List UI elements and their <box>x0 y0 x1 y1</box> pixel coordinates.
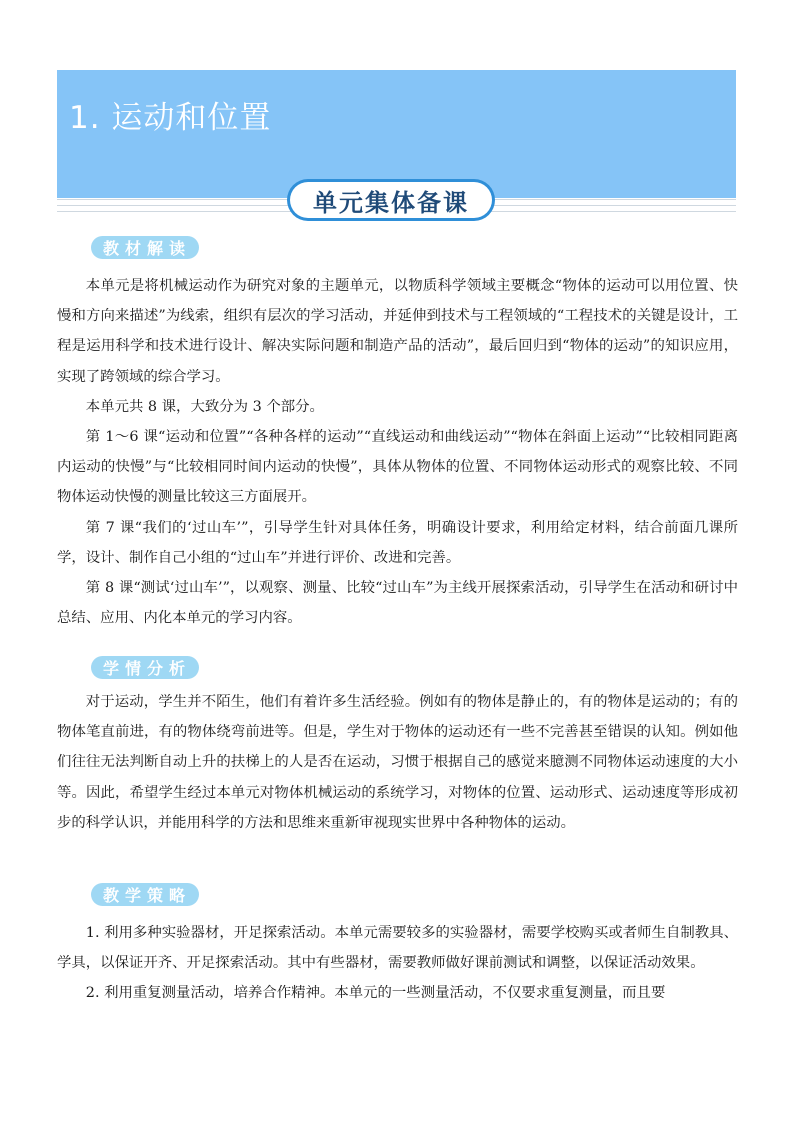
paragraph: 1. 利用多种实验器材，开足探索活动。本单元需要较多的实验器材，需要学校购买或者师生自制教具、学具，以保证开齐、开足探索活动。其中有些器材，需要教师做好课前测试和调整，以保证活动效果。 <box>57 925 738 972</box>
lesson-title: 1. 运动和位置 <box>69 100 272 136</box>
paragraph: 本单元是将机械运动作为研究对象的主题单元，以物质科学领域主要概念“物体的运动可以用位置、快慢和方向来描述”为线索，组织有层次的学习活动，并延伸到技术与工程领域的“工程技术的关键是设计，工程是运用科学和技术进行设计、解决实际问题和制造产品的活动”，最后回归到“物体的运动”的知识应用，实现了跨领域的综合学习。 <box>57 278 738 385</box>
paragraph: 第 8 课“测试‘过山车’”，以观察、测量、比较“过山车”为主线开展探索活动，引导学生在活动和研讨中总结、应用、内化本单元的学习内容。 <box>57 580 738 627</box>
tag-textbook-interpretation: 教材解读 <box>91 236 199 259</box>
tag-learner-analysis: 学情分析 <box>91 656 199 679</box>
tag-teaching-strategy: 教学策略 <box>91 883 199 906</box>
paragraph: 2. 利用重复测量活动，培养合作精神。本单元的一些测量活动，不仅要求重复测量，而且要 <box>85 985 666 1002</box>
paragraph: 本单元共 8 课，大致分为 3 个部分。 <box>85 398 324 415</box>
paragraph: 对于运动，学生并不陌生，他们有着许多生活经验。例如有的物体是静止的，有的物体是运动的；有的物体笔直前进，有的物体绕弯前进等。但是，学生对于物体的运动还有一些不完善甚至错误的认知。例如他们往往无法判断自动上升的扶梯上的人是否在运动，习惯于根据自己的感觉来臆测不同物体运动速度的大小等。因此，希望学生经过本单元对物体机械运动的系统学习，对物体的位置、运动形式、运动速度等形成初步的科学认识，并能用科学的方法和思维来重新审视现实世界中各种物体的运动。 <box>57 694 738 831</box>
paragraph: 第 1～6 课“运动和位置”“各种各样的运动”“直线运动和曲线运动”“物体在斜面上运动”“比较相同距离内运动的快慢”与“比较相同时间内运动的快慢”，具体从物体的位置、不同物体运动形式的观察比较、不同物体运动快慢的测量比较这三方面展开。 <box>57 429 738 506</box>
section-learner-analysis <box>57 687 738 838</box>
section-heading-pill <box>287 179 495 221</box>
paragraph: 第 7 课“我们的‘过山车’”，引导学生针对具体任务，明确设计要求，利用给定材料，结合前面几课所学，设计、制作自己小组的“过山车”并进行评价、改进和完善。 <box>57 519 738 566</box>
section-teaching-strategy <box>57 918 738 1009</box>
section-heading: 单元集体备课 <box>290 182 492 218</box>
section-textbook-interpretation <box>57 271 738 633</box>
